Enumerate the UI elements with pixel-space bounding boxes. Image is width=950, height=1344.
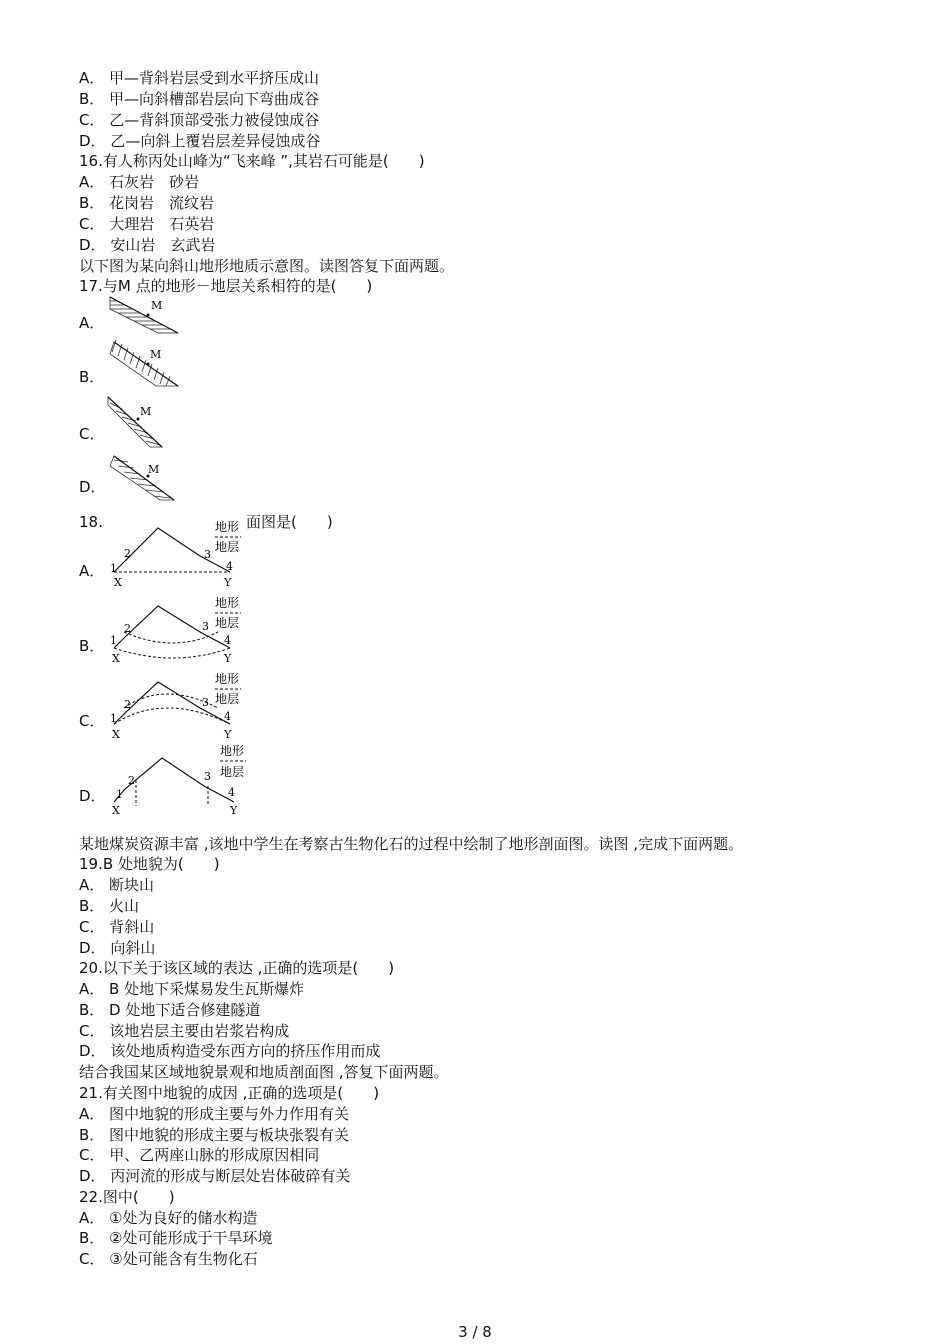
q17-figure-b — [108, 338, 188, 390]
q18-option-a: A． — [79, 562, 105, 580]
q15-option-b: B． 甲—向斜槽部岩层向下弯曲成谷 — [79, 90, 320, 108]
svg-text:1: 1 — [116, 788, 123, 801]
svg-text:4: 4 — [224, 634, 231, 647]
svg-text:M: M — [150, 348, 162, 361]
q19-option-c: C． 背斜山 — [79, 918, 155, 936]
svg-text:地层: 地层 — [215, 540, 240, 554]
q20-option-d: D． 该处地质构造受东西方向的挤压作用而成 — [79, 1042, 381, 1060]
q16-option-a: A． 石灰岩 砂岩 — [79, 173, 200, 191]
q18-figure-a — [108, 516, 248, 590]
q22-option-c: C． ③处可能含有生物化石 — [79, 1250, 258, 1268]
intro-21-22: 结合我国某区域地貌景观和地质剖面图 ,答复下面两题。 — [79, 1063, 449, 1081]
q18-option-b: B． — [79, 637, 105, 655]
q22-option-b: B． ②处可能形成于干旱环境 — [79, 1229, 273, 1247]
svg-text:地形: 地形 — [215, 596, 240, 610]
q18-figure-d — [108, 740, 248, 818]
q19-option-b: B． 火山 — [79, 897, 140, 915]
q17-option-b: B． — [79, 368, 105, 386]
svg-text:3: 3 — [204, 770, 211, 783]
page-number: 3 / 8 — [458, 1323, 492, 1341]
svg-text:X: X — [112, 728, 120, 741]
q15-option-d: D． 乙—向斜上覆岩层差异侵蚀成谷 — [79, 132, 321, 150]
q16-option-d: D． 安山岩 玄武岩 — [79, 236, 216, 254]
svg-text:3: 3 — [204, 548, 211, 561]
q16-stem: 16.有人称丙处山峰为“飞来峰 ”,其岩石可能是( ) — [79, 152, 425, 170]
svg-text:地层: 地层 — [215, 692, 240, 706]
q16-option-c: C． 大理岩 石英岩 — [79, 215, 215, 233]
q18-option-d: D． — [79, 787, 106, 805]
svg-text:M: M — [151, 299, 163, 312]
svg-text:地形: 地形 — [220, 744, 245, 758]
q20-stem: 20.以下关于该区域的表达 ,正确的选项是( ) — [79, 959, 395, 977]
svg-text:4: 4 — [228, 786, 235, 799]
svg-text:Y: Y — [230, 804, 238, 817]
svg-text:Y: Y — [224, 728, 232, 741]
q18-option-c: C． — [79, 712, 105, 730]
svg-text:Y: Y — [224, 652, 232, 665]
q17-stem: 17.与M 点的地形－地层关系相符的是( ) — [79, 277, 373, 295]
q16-option-b: B． 花岗岩 流纹岩 — [79, 194, 215, 212]
q18-stem-tail: 面图是( ) — [246, 513, 333, 531]
svg-text:3: 3 — [202, 696, 209, 709]
q21-stem: 21.有关图中地貌的成因 ,正确的选项是( ) — [79, 1084, 380, 1102]
q19-stem: 19.B 处地貌为( ) — [79, 855, 220, 873]
svg-text:X: X — [112, 652, 120, 665]
svg-text:地层: 地层 — [220, 765, 245, 779]
q17-option-c: C． — [79, 425, 105, 443]
q19-option-d: D． 向斜山 — [79, 939, 156, 957]
svg-text:4: 4 — [224, 710, 231, 723]
svg-text:2: 2 — [124, 547, 131, 560]
q21-option-b: B． 图中地貌的形成主要与板块张裂有关 — [79, 1126, 350, 1144]
q18-stem-prefix: 18. — [79, 513, 103, 531]
intro-17-18: 以下图为某向斜山地形地质示意图。读图答复下面两题。 — [79, 257, 455, 275]
svg-text:4: 4 — [226, 560, 233, 573]
q20-option-c: C． 该地岩层主要由岩浆岩构成 — [79, 1022, 290, 1040]
q19-option-a: A． 断块山 — [79, 876, 155, 894]
q17-figure-c — [106, 393, 176, 451]
svg-text:X: X — [112, 804, 120, 817]
svg-text:地形: 地形 — [215, 520, 240, 534]
q18-figure-b — [108, 592, 248, 668]
q17-option-d: D． — [79, 478, 106, 496]
svg-text:地形: 地形 — [215, 672, 240, 686]
svg-text:2: 2 — [124, 698, 131, 711]
q20-option-b: B． D 处地下适合修建隧道 — [79, 1001, 261, 1019]
q20-option-a: A． B 处地下采煤易发生瓦斯爆炸 — [79, 980, 305, 998]
svg-text:2: 2 — [128, 774, 135, 787]
q17-figure-d — [108, 452, 183, 504]
svg-text:2: 2 — [124, 622, 131, 635]
svg-text:1: 1 — [110, 562, 117, 575]
svg-text:1: 1 — [110, 634, 117, 647]
q21-option-d: D． 丙河流的形成与断层处岩体破碎有关 — [79, 1167, 351, 1185]
svg-text:3: 3 — [202, 620, 209, 633]
q21-option-a: A． 图中地貌的形成主要与外力作用有关 — [79, 1105, 350, 1123]
q15-option-c: C． 乙—背斜顶部受张力被侵蚀成谷 — [79, 111, 320, 129]
q22-option-a: A． ①处为良好的储水构造 — [79, 1209, 258, 1227]
q18-figure-c — [108, 668, 248, 744]
svg-text:X: X — [114, 576, 122, 589]
intro-19-20: 某地煤炭资源丰富 ,该地中学生在考察古生物化石的过程中绘制了地形剖面图。读图 ,完成下面两题。 — [79, 835, 744, 853]
q17-option-a: A． — [79, 314, 105, 332]
q17-figure-a — [108, 287, 188, 337]
svg-text:1: 1 — [110, 712, 117, 725]
svg-text:M: M — [148, 463, 160, 476]
svg-text:Y: Y — [224, 576, 232, 589]
svg-text:地层: 地层 — [215, 616, 240, 630]
q22-stem: 22.图中( ) — [79, 1188, 175, 1206]
svg-text:M: M — [140, 405, 152, 418]
q21-option-c: C． 甲、乙两座山脉的形成原因相同 — [79, 1146, 320, 1164]
q15-option-a: A． 甲—背斜岩层受到水平挤压成山 — [79, 69, 320, 87]
